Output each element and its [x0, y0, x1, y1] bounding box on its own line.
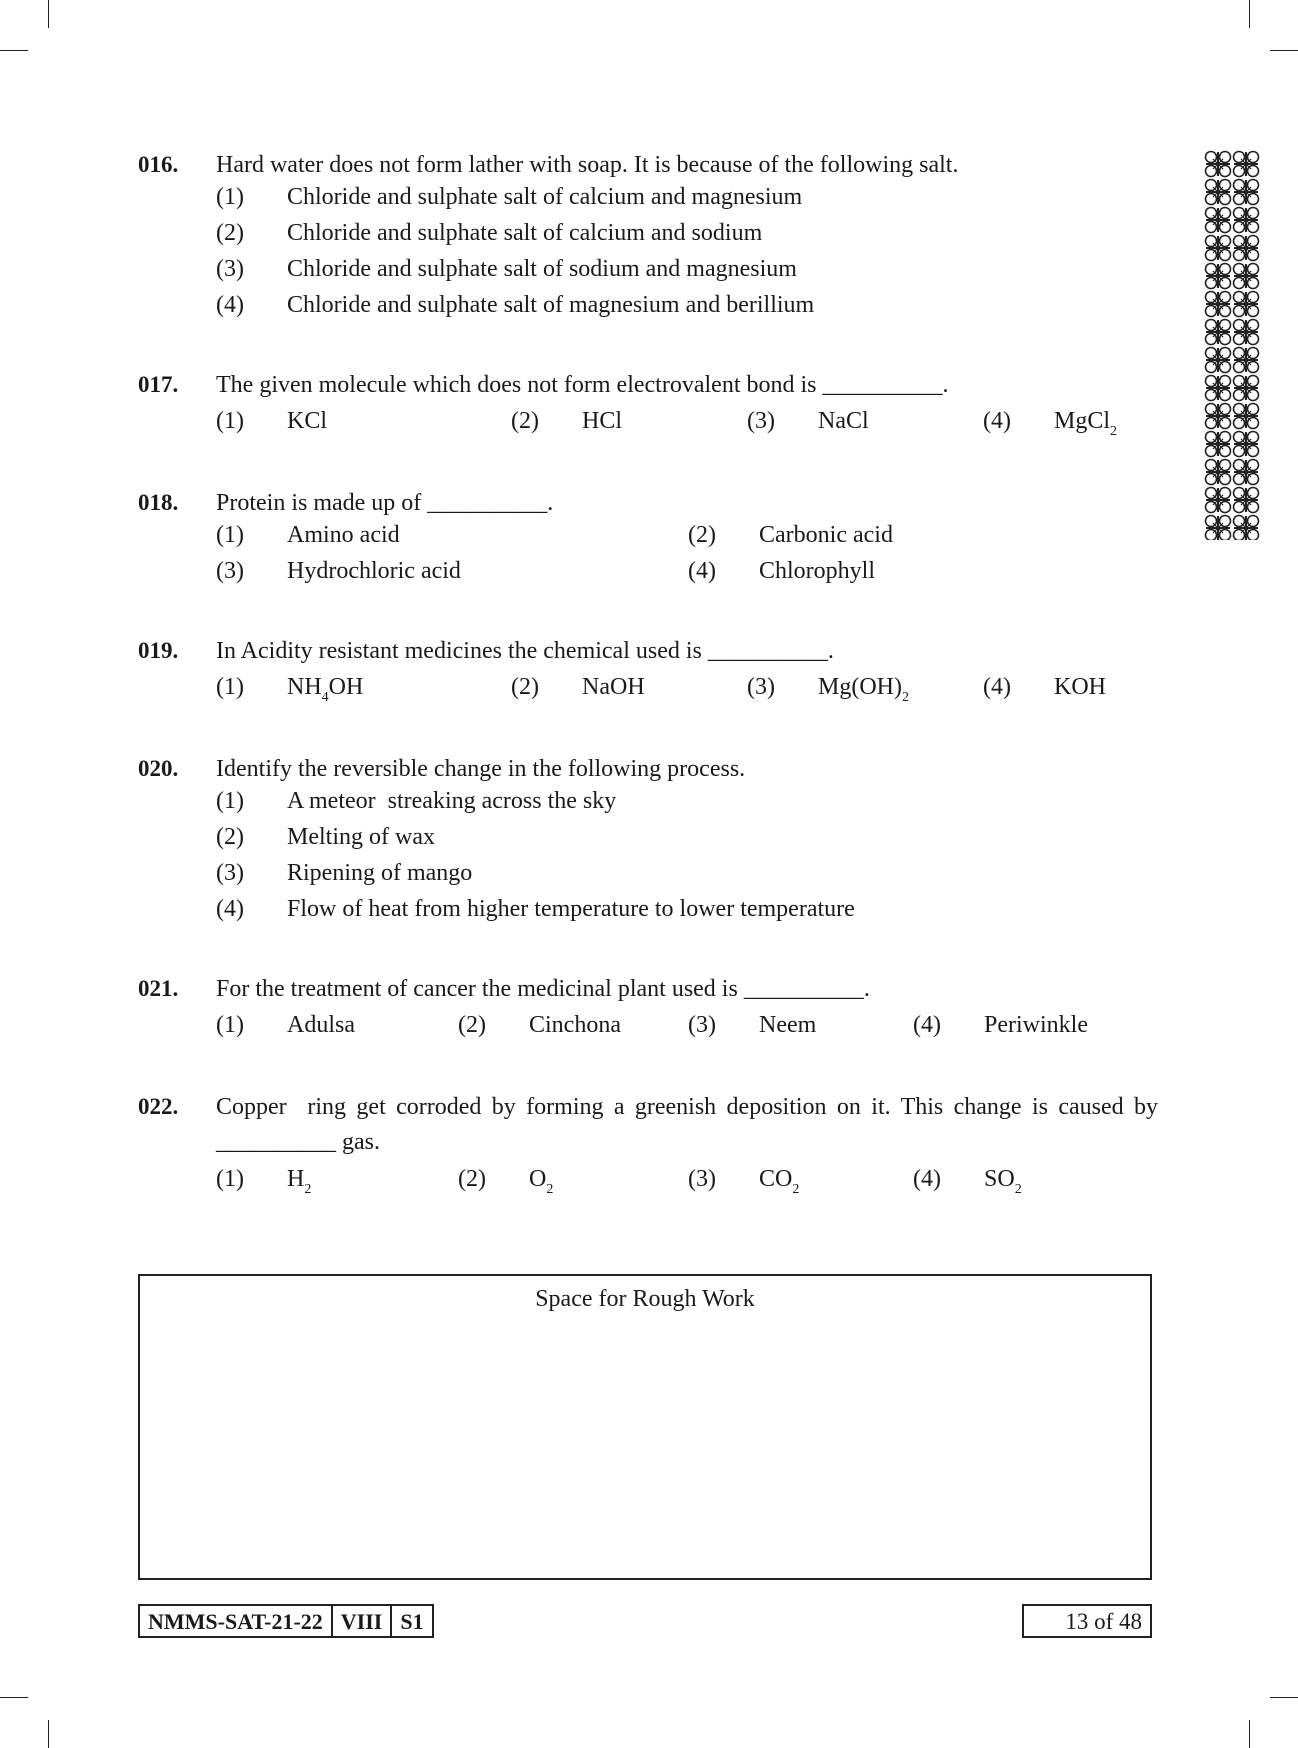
- option-number: (2): [458, 1012, 486, 1038]
- option-number: (2): [216, 220, 244, 246]
- option-text: Melting of wax: [287, 824, 435, 850]
- paper-code: NMMS-SAT-21-22: [140, 1606, 333, 1636]
- option-text: KOH: [1054, 674, 1106, 700]
- option-text: Amino acid: [287, 522, 400, 548]
- crop-mark: [1270, 1697, 1298, 1698]
- page-number: 13 of 48: [1022, 1604, 1152, 1638]
- formula-subscript: 2: [546, 1182, 554, 1197]
- option-number: (4): [688, 558, 716, 584]
- question-number: 019.: [138, 638, 179, 663]
- option-number: (4): [216, 292, 244, 318]
- paper-code-box: [138, 1604, 434, 1638]
- question-text: For the treatment of cancer the medicinal plant used is __________.: [216, 976, 870, 1002]
- option-text: Chlorophyll: [759, 558, 876, 584]
- option-text: Hydrochloric acid: [287, 558, 461, 584]
- question-text: The given molecule which does not form electrovalent bond is __________.: [216, 372, 949, 398]
- option-number: (1): [216, 674, 244, 700]
- question-number: 021.: [138, 976, 179, 1001]
- option-number: (4): [913, 1166, 941, 1192]
- option-text: Carbonic acid: [759, 522, 893, 548]
- question-number: 017.: [138, 372, 179, 397]
- option-text: NaOH: [582, 674, 645, 700]
- question-number: 020.: [138, 756, 179, 781]
- question-number: 016.: [138, 152, 179, 177]
- option-text: A meteor streaking across the sky: [287, 788, 617, 814]
- option-text: HCl: [582, 408, 623, 434]
- crop-mark: [1249, 1720, 1250, 1748]
- decorative-pattern: [1204, 150, 1260, 540]
- option-number: (3): [747, 674, 775, 700]
- option-number: (3): [747, 408, 775, 434]
- option-number: (3): [216, 256, 244, 282]
- option-text: Chloride and sulphate salt of calcium and magnesium: [287, 184, 803, 210]
- formula-subscript: 2: [1110, 424, 1118, 439]
- option-text: Chloride and sulphate salt of magnesium and berillium: [287, 292, 815, 318]
- formula-subscript: 2: [792, 1182, 800, 1197]
- question-number: 018.: [138, 490, 179, 515]
- option-number: (1): [216, 184, 244, 210]
- crop-mark: [1249, 0, 1250, 28]
- option-text: Ripening of mango: [287, 860, 473, 886]
- formula-subscript: 2: [1014, 1182, 1022, 1197]
- option-number: (2): [511, 408, 539, 434]
- question-text: In Acidity resistant medicines the chemical used is __________.: [216, 638, 834, 664]
- question-text: Hard water does not form lather with soap. It is because of the following salt.: [216, 152, 959, 178]
- option-number: (4): [983, 408, 1011, 434]
- option-number: (3): [216, 860, 244, 886]
- option-text: [818, 674, 909, 705]
- crop-mark: [48, 1720, 49, 1748]
- option-number: (1): [216, 522, 244, 548]
- option-text: Flow of heat from higher temperature to lower temperature: [287, 896, 855, 922]
- formula-base: SO: [984, 1166, 1015, 1192]
- formula-subscript: 2: [304, 1182, 312, 1197]
- option-number: (4): [983, 674, 1011, 700]
- option-number: (2): [216, 824, 244, 850]
- option-number: (4): [913, 1012, 941, 1038]
- option-text: Periwinkle: [984, 1012, 1088, 1038]
- crop-mark: [0, 50, 28, 51]
- option-text: [1054, 408, 1118, 439]
- formula-base: CO: [759, 1166, 793, 1192]
- option-text: [287, 1166, 312, 1197]
- crop-mark: [1270, 50, 1298, 51]
- formula-subscript: 2: [902, 690, 909, 705]
- option-number: (3): [216, 558, 244, 584]
- option-text: Neem: [759, 1012, 817, 1038]
- option-number: (1): [216, 1012, 244, 1038]
- option-text: [529, 1166, 554, 1197]
- option-text: Cinchona: [529, 1012, 621, 1038]
- option-text: [759, 1166, 800, 1197]
- question-number: 022.: [138, 1094, 179, 1119]
- crop-mark: [0, 1697, 28, 1698]
- option-number: (1): [216, 788, 244, 814]
- option-number: (3): [688, 1166, 716, 1192]
- formula-base: H: [287, 1166, 305, 1192]
- option-number: (2): [688, 522, 716, 548]
- formula-subscript: 4: [321, 690, 329, 705]
- set-label: S1: [400, 1609, 424, 1634]
- option-text: [287, 674, 364, 705]
- class-label: VIII: [333, 1606, 393, 1636]
- formula-base: MgCl: [1054, 408, 1111, 434]
- formula-base: NH: [287, 674, 322, 700]
- option-number: (4): [216, 896, 244, 922]
- option-number: (1): [216, 1166, 244, 1192]
- option-text: NaCl: [818, 408, 869, 434]
- formula-suffix: OH: [328, 674, 364, 700]
- option-text: Adulsa: [287, 1012, 355, 1038]
- option-text: Chloride and sulphate salt of calcium and sodium: [287, 220, 763, 246]
- question-text: Identify the reversible change in the following process.: [216, 756, 746, 782]
- option-number: (3): [688, 1012, 716, 1038]
- rough-work-box: [138, 1274, 1152, 1580]
- question-text: Protein is made up of __________.: [216, 490, 554, 516]
- formula-base: O: [529, 1166, 547, 1192]
- question-text: Copper ring get corroded by forming a greenish deposition on it. This change is caused by __________ gas.: [216, 1094, 1164, 1155]
- option-number: (2): [511, 674, 539, 700]
- option-text: Chloride and sulphate salt of sodium and magnesium: [287, 256, 797, 282]
- option-text: KCl: [287, 408, 328, 434]
- rough-work-title: Space for Rough Work: [535, 1286, 755, 1312]
- option-text: [984, 1166, 1022, 1197]
- option-number: (2): [458, 1166, 486, 1192]
- option-number: (1): [216, 408, 244, 434]
- crop-mark: [48, 0, 49, 28]
- formula-base: Mg(OH): [818, 674, 902, 700]
